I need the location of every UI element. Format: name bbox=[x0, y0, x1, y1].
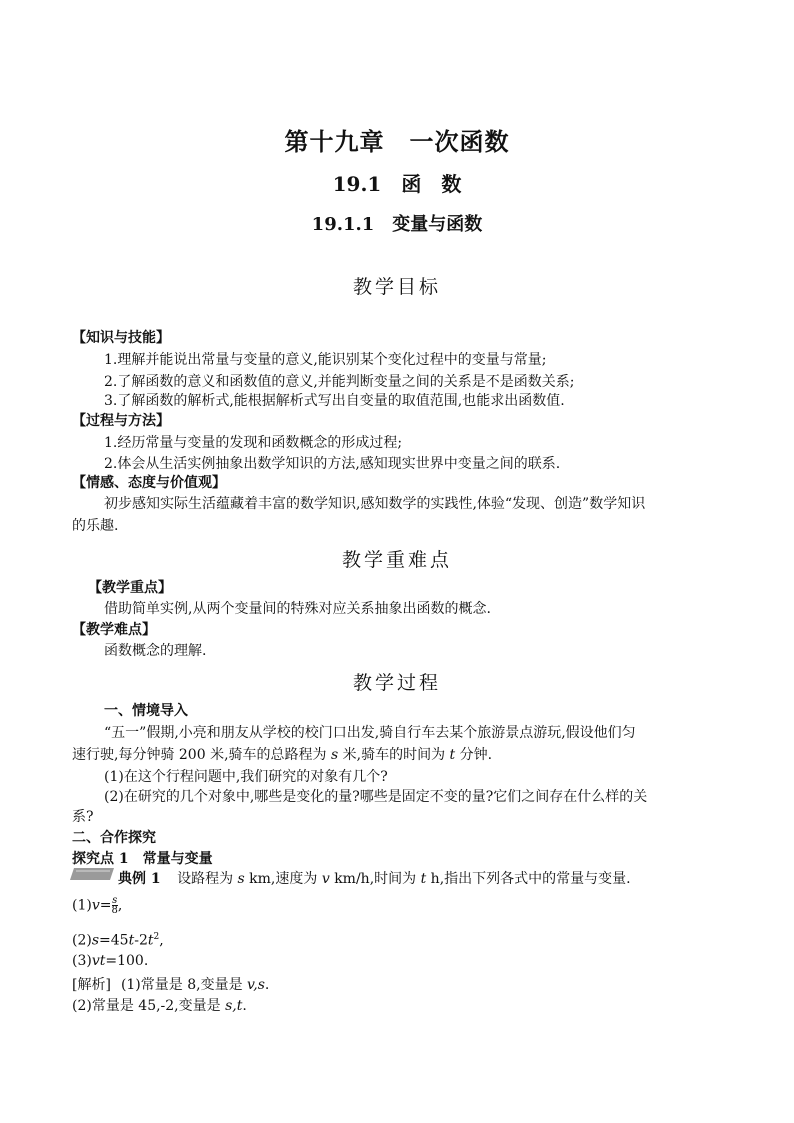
focus-tag: 【教学重点】 bbox=[88, 580, 172, 596]
attitude-text: 初步感知实际生活蕴藏着丰富的数学知识,感知数学的实践性,体验“发现、创造”数学知识 bbox=[104, 496, 646, 512]
intro-heading: 一、情境导入 bbox=[104, 703, 188, 719]
formula-1: (1)v= $\frac{s}{8}$ , bbox=[72, 895, 123, 916]
attitude-tag: 【情感、态度与价值观】 bbox=[72, 475, 226, 491]
question-2-cont: 系? bbox=[72, 809, 94, 825]
chapter-title: 第十九章 一次函数 bbox=[284, 127, 510, 156]
subsection-title: 19.1.1 变量与函数 bbox=[311, 214, 483, 235]
attitude-text-cont: 的乐趣. bbox=[72, 518, 119, 534]
question-2: (2)在研究的几个对象中,哪些是变化的量?哪些是固定不变的量?它们之间存在什么样的关 bbox=[104, 789, 648, 805]
knowledge-item: 2.了解函数的意义和函数值的意义,并能判断变量之间的关系是不是函数关系; bbox=[104, 374, 575, 390]
example-marker-icon bbox=[70, 868, 114, 880]
knowledge-item: 1.理解并能说出常量与变量的意义,能识别某个变化过程中的变量与常量; bbox=[104, 352, 547, 368]
process-item: 2.体会从生活实例抽象出数学知识的方法,感知现实世界中变量之间的联系. bbox=[104, 456, 561, 472]
goals-heading: 教学目标 bbox=[352, 276, 441, 298]
analysis-2: (2)常量是 45,-2,变量是 s,t. bbox=[72, 998, 247, 1014]
key-points-heading: 教学重难点 bbox=[341, 549, 452, 571]
knowledge-tag: 【知识与技能】 bbox=[72, 330, 170, 346]
formula-2: $(2)s=45t-2t^2$, bbox=[72, 932, 164, 949]
difficulty-text: 函数概念的理解. bbox=[104, 643, 207, 659]
explore-heading: 二、合作探究 bbox=[72, 830, 156, 846]
formula-3: (3)vt=100. bbox=[72, 953, 149, 969]
section-title: 19.1 函 数 bbox=[332, 172, 462, 196]
knowledge-item: 3.了解函数的解析式,能根据解析式写出自变量的取值范围,也能求出函数值. bbox=[104, 393, 565, 409]
analysis-tag: [解析] bbox=[72, 977, 111, 993]
focus-text: 借助简单实例,从两个变量间的特殊对应关系抽象出函数的概念. bbox=[104, 601, 491, 617]
process-tag: 【过程与方法】 bbox=[72, 413, 170, 429]
process-item: 1.经历常量与变量的发现和函数概念的形成过程; bbox=[104, 435, 403, 451]
question-1: (1)在这个行程问题中,我们研究的对象有几个? bbox=[104, 769, 388, 785]
intro-text: “五一”假期,小亮和朋友从学校的校门口出发,骑自行车去某个旅游景点游玩,假设他们匀 bbox=[104, 725, 636, 741]
explore-point: 探究点 1 常量与变量 bbox=[72, 851, 213, 867]
process-heading: 教学过程 bbox=[352, 672, 441, 694]
example-label: 典例 1 bbox=[118, 871, 161, 887]
analysis-1: [解析] (1)常量是 8,变量是 v,s. bbox=[72, 977, 270, 993]
difficulty-tag: 【教学难点】 bbox=[72, 622, 156, 638]
example-1: 典例 1 设路程为 s km,速度为 v km/h,时间为 t h,指出下列各式中的常量与变量. bbox=[118, 871, 631, 887]
intro-text-cont: 速行驶,每分钟骑 200 米,骑车的总路程为 s 米,骑车的时间为 t 分钟. bbox=[72, 747, 493, 763]
